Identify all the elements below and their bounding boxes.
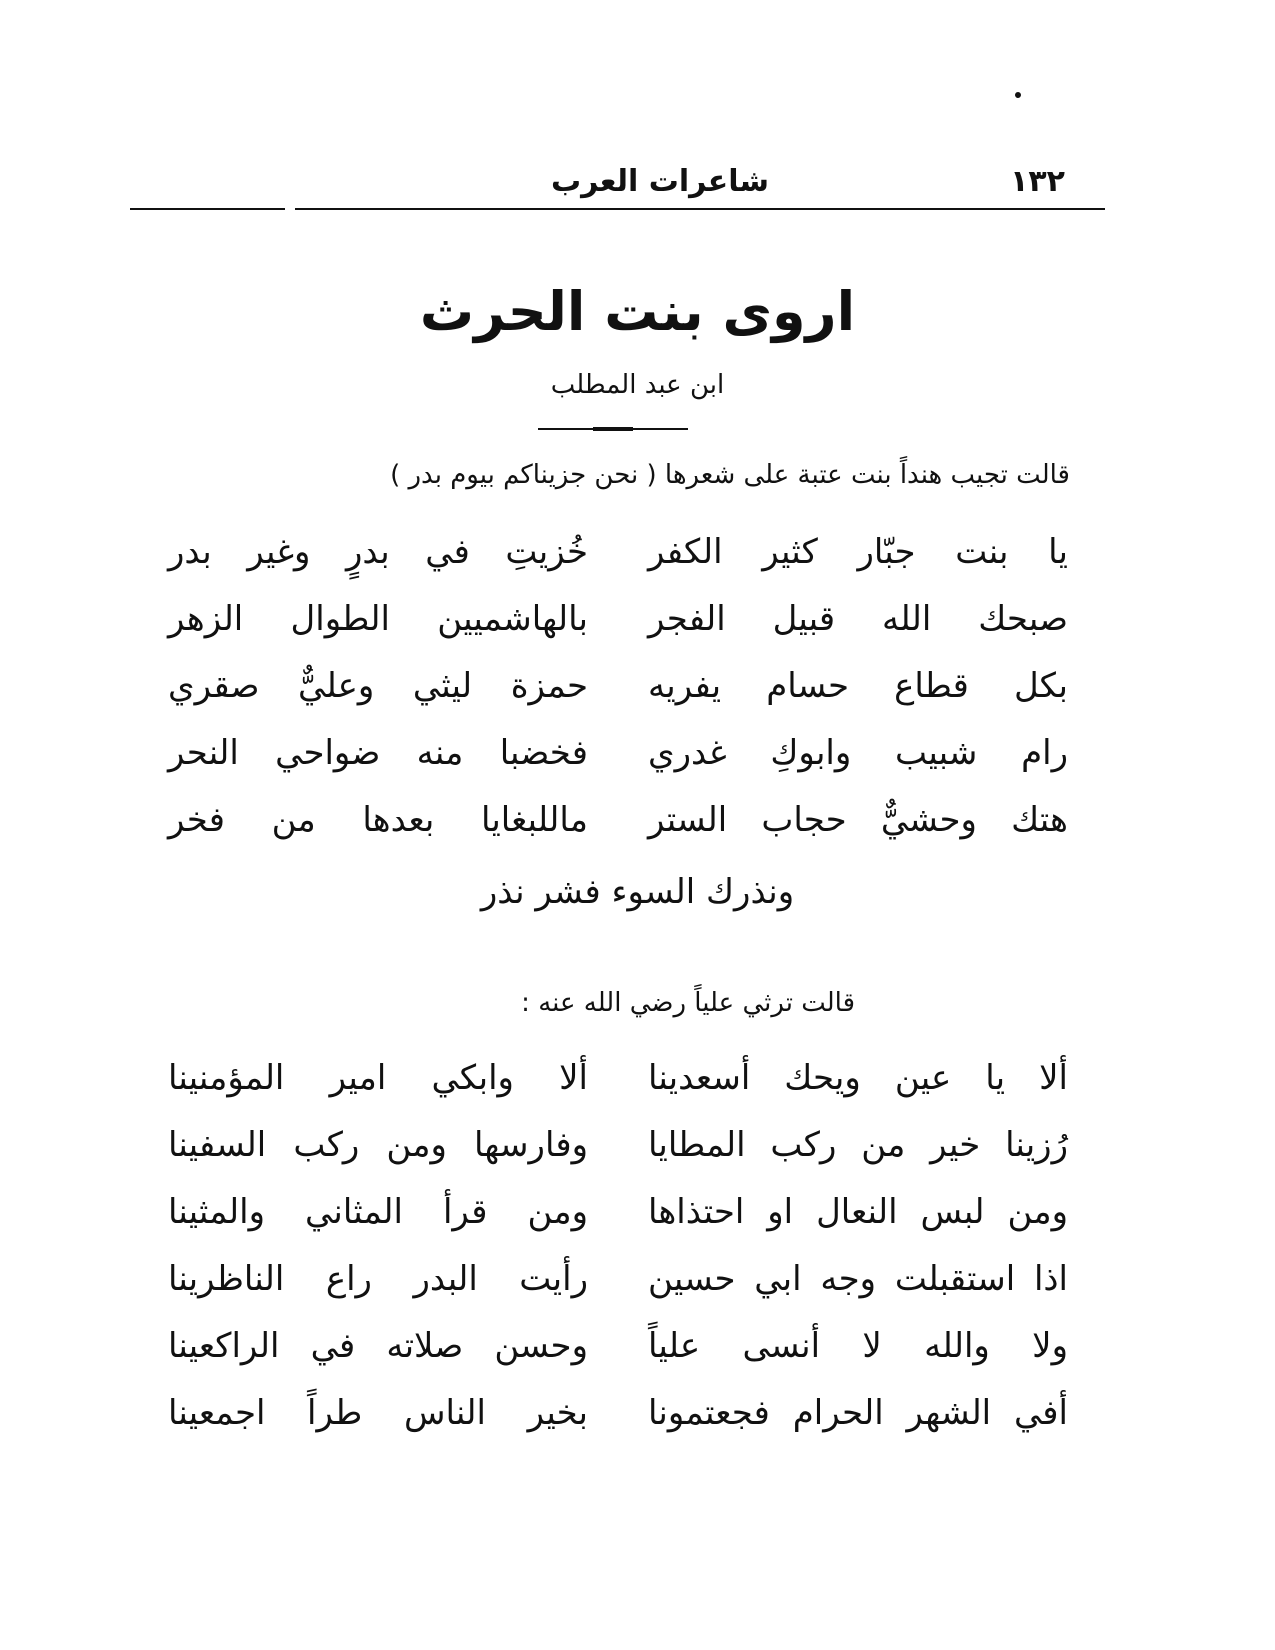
hemistich-first: اذا استقبلت وجه ابي حسين xyxy=(648,1259,1068,1299)
title-ornament xyxy=(538,428,688,430)
running-head xyxy=(130,164,1105,200)
hemistich-second: ومن قرأ المثاني والمثينا xyxy=(168,1192,588,1232)
verse xyxy=(168,1115,1068,1182)
verse xyxy=(168,656,1068,723)
hemistich-second: بخير الناس طراً اجمعينا xyxy=(168,1393,588,1433)
verse xyxy=(168,522,1068,589)
hemistich-second: وفارسها ومن ركب السفينا xyxy=(168,1125,588,1165)
verse xyxy=(168,1249,1068,1316)
verse xyxy=(168,1048,1068,1115)
chapter-title: اروى بنت الحرث xyxy=(419,280,856,343)
verse xyxy=(168,589,1068,656)
hemistich-second: وحسن صلاته في الراكعينا xyxy=(168,1326,588,1366)
hemistich-second: رأيت البدر راع الناظرينا xyxy=(168,1259,588,1299)
poem1-intro: قالت تجيب هنداً بنت عتبة على شعرها ( نحن جزيناكم بيوم بدر ) xyxy=(390,460,1070,490)
verse xyxy=(168,1383,1068,1450)
hemistich-first: ومن لبس النعال او احتذاها xyxy=(648,1192,1068,1232)
poem2-intro: قالت ترثي علياً رضي الله عنه : xyxy=(521,988,855,1018)
header-rule-right xyxy=(295,208,1105,210)
hemistich-first: رام شبيب وابوكِ غدري xyxy=(648,733,1068,773)
hemistich-second: خُزيتِ في بدرٍ وغير بدر xyxy=(168,532,588,572)
hemistich-first: صبحك الله قبيل الفجر xyxy=(648,599,1068,639)
running-title: شاعرات العرب xyxy=(550,164,770,199)
page-number: ١٣٢ xyxy=(1010,164,1065,199)
hemistich-second: ماللبغايا بعدها من فخر xyxy=(168,800,588,840)
poem1-final-line: ونذرك السوء فشر نذر xyxy=(480,872,795,912)
verse xyxy=(168,1316,1068,1383)
hemistich-second: فخضبا منه ضواحي النحر xyxy=(168,733,588,773)
hemistich-first: رُزينا خير من ركب المطايا xyxy=(648,1125,1068,1165)
hemistich-second: حمزة ليثي وعليٌّ صقري xyxy=(168,666,588,706)
hemistich-first: ألا يا عين ويحك أسعدينا xyxy=(648,1058,1068,1098)
hemistich-second: بالهاشميين الطوال الزهر xyxy=(168,599,588,639)
hemistich-first: أفي الشهر الحرام فجعتمونا xyxy=(648,1393,1068,1433)
hemistich-first: هتك وحشيٌّ حجاب الستر xyxy=(648,800,1068,840)
hemistich-second: ألا وابكي امير المؤمنينا xyxy=(168,1058,588,1098)
poem1-verses xyxy=(168,522,1068,857)
chapter-subtitle: ابن عبد المطلب xyxy=(550,370,725,400)
verse xyxy=(168,723,1068,790)
poem2-verses xyxy=(168,1048,1068,1450)
header-rule-left xyxy=(130,208,285,210)
hemistich-first: ولا والله لا أنسى علياً xyxy=(648,1326,1068,1366)
verse xyxy=(168,790,1068,857)
page-mark xyxy=(1015,92,1021,98)
hemistich-first: بكل قطاع حسام يفريه xyxy=(648,666,1068,706)
hemistich-first: يا بنت جبّار كثير الكفر xyxy=(648,532,1068,572)
verse xyxy=(168,1182,1068,1249)
